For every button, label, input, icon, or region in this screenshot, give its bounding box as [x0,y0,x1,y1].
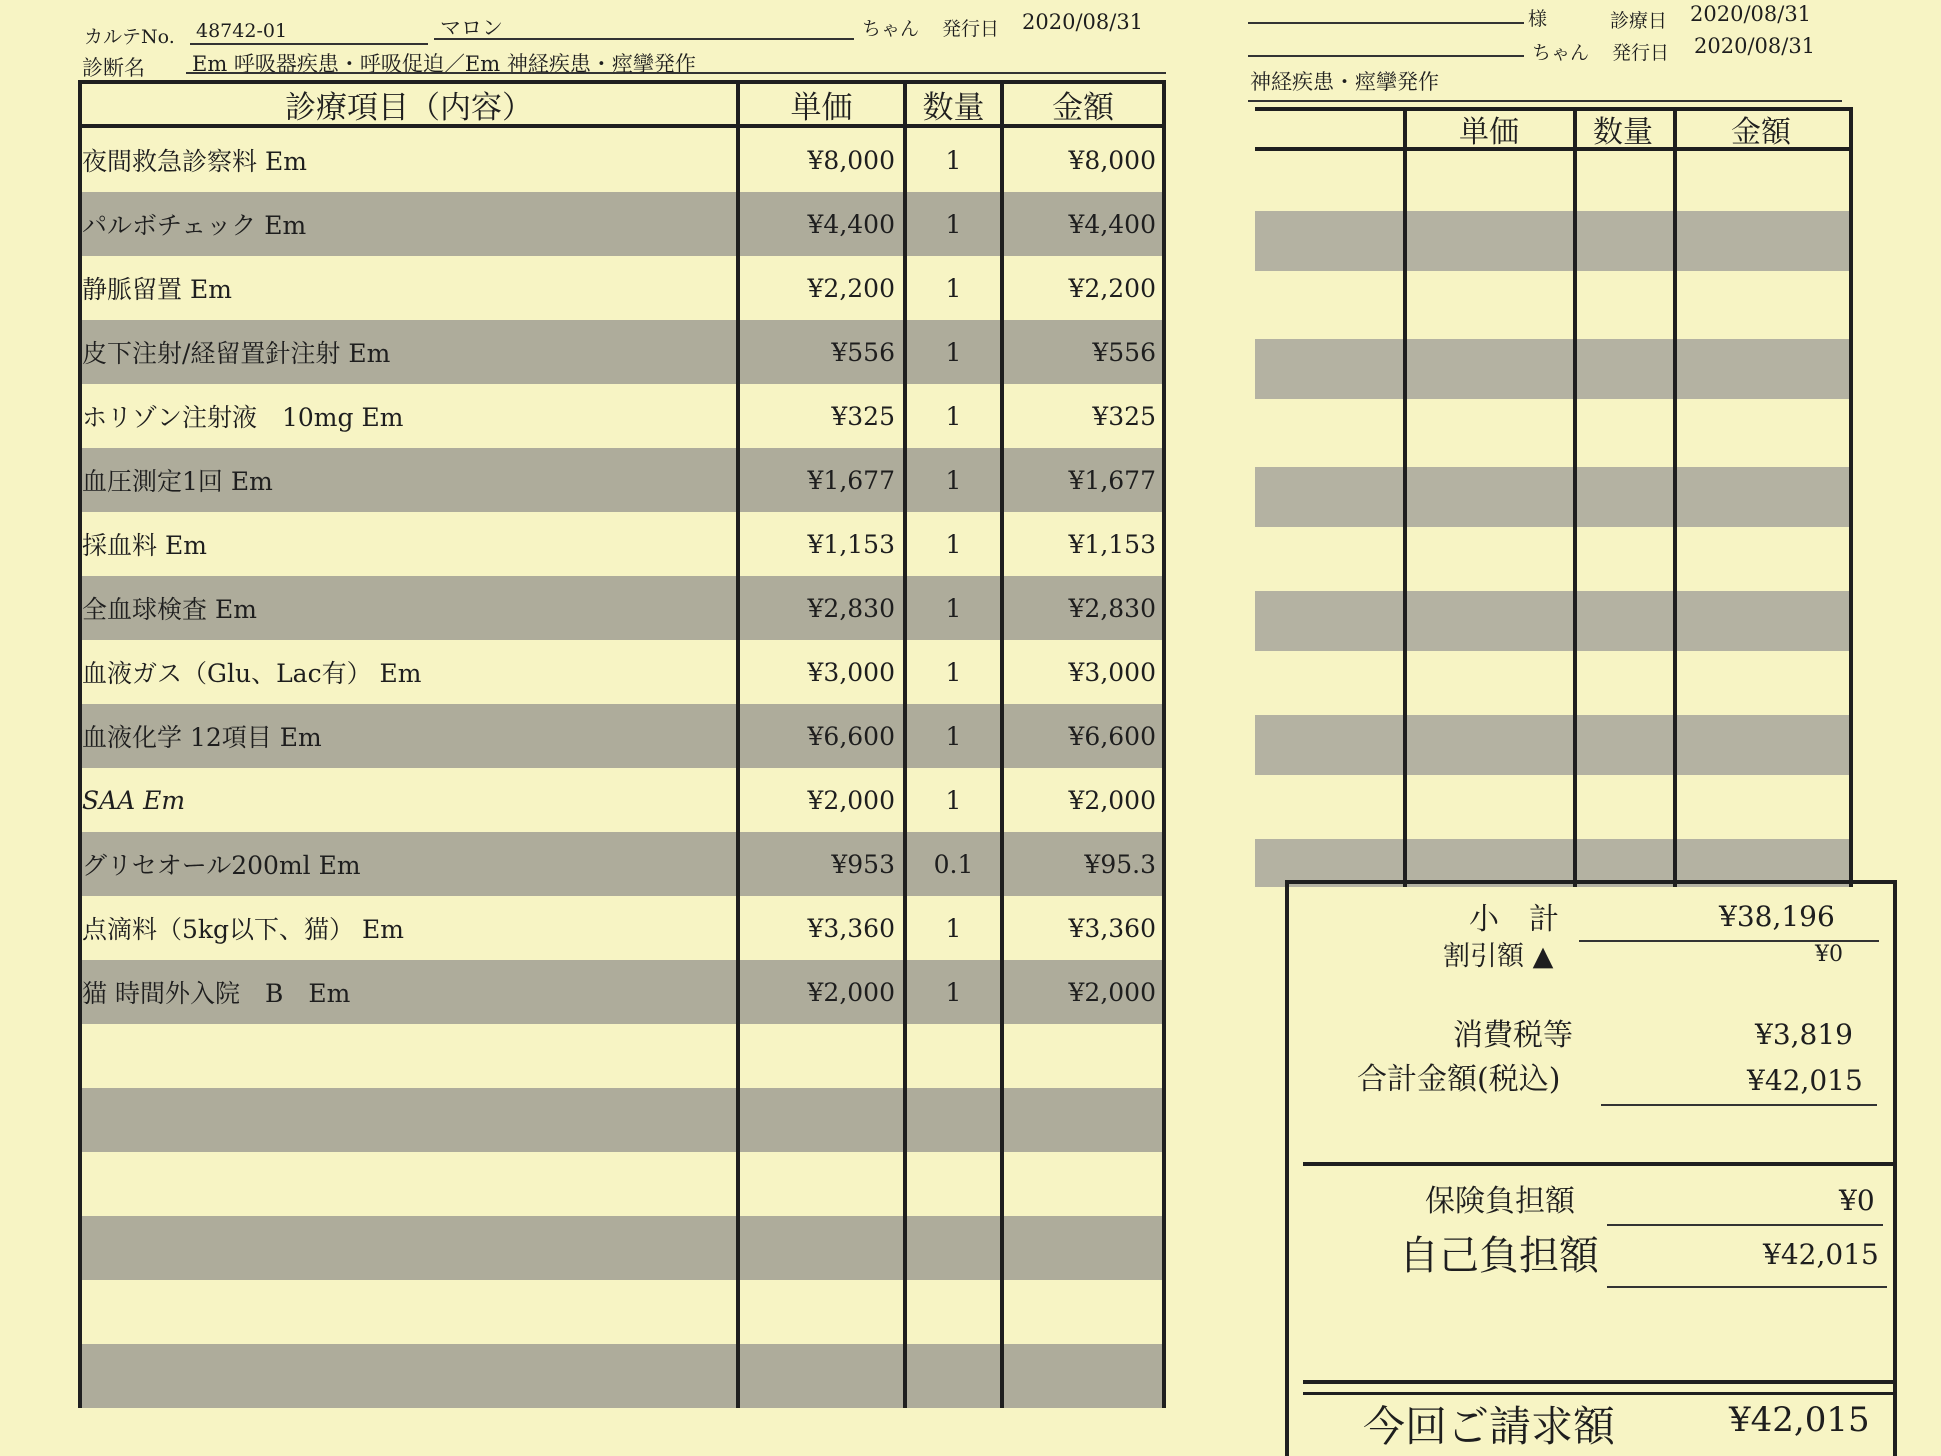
row-qty: 1 [903,896,1000,960]
self-pay-label: 自己負担額 [1399,1233,1599,1279]
right-diagnosis-underline [1248,100,1842,102]
right-pet-underline [1248,55,1524,57]
table-row [82,704,1162,768]
row-amount: ¥2,000 [1000,960,1162,1024]
row-amount: ¥8,000 [1000,128,1162,192]
right-diagnosis-fragment: 神経疾患・痙攣発作 [1250,70,1439,94]
row-amount: ¥3,000 [1000,640,1162,704]
right-stripe [1255,339,1849,399]
table-row [82,192,1162,256]
right-issue-label: 発行日 [1612,42,1670,64]
table-row [82,320,1162,384]
table-row [82,1024,1162,1088]
row-item: 採血料 Em [82,531,207,560]
row-qty: 1 [903,768,1000,832]
self-pay-underline [1607,1286,1887,1288]
row-amount: ¥2,000 [1000,768,1162,832]
total-underline [1601,1104,1877,1106]
row-qty [903,1344,1000,1408]
billed-top-rule [1303,1380,1893,1384]
row-price: ¥2,000 [736,768,903,832]
diagnosis-underline [186,72,1166,74]
table-row [82,128,1162,192]
row-qty: 1 [903,576,1000,640]
row-qty [903,1152,1000,1216]
table-row [82,576,1162,640]
row-qty: 1 [903,512,1000,576]
insurance-value: ¥0 [1839,1184,1875,1217]
row-amount: ¥4,400 [1000,192,1162,256]
visit-date: 2020/08/31 [1690,2,1812,26]
total-value: ¥42,015 [1747,1064,1863,1097]
row-item: 血液化学 12項目 Em [82,723,322,752]
row-qty [903,1024,1000,1088]
row-price [736,1088,903,1152]
visit-date-label: 診療日 [1610,10,1668,32]
row-qty: 1 [903,256,1000,320]
row-amount [1000,1344,1162,1408]
chart-no-value: 48742-01 [196,20,288,42]
row-qty: 1 [903,384,1000,448]
chart-no-underline [190,43,428,45]
row-item: 夜間救急診察料 Em [82,147,307,176]
col-header-price: 単価 [736,84,903,124]
row-price [736,1280,903,1344]
tax-value: ¥3,819 [1755,1018,1853,1051]
table-row [82,1280,1162,1344]
table-row [82,640,1162,704]
right-col-qty: 数量 [1593,115,1653,150]
table-row [82,960,1162,1024]
row-item: ホリゾン注射液 10mg Em [82,403,404,432]
chart-no-label: カルテNo. [84,26,175,48]
row-qty [903,1280,1000,1344]
row-item: 血圧測定1回 Em [82,467,273,496]
billed-label: 今回ご請求額 [1363,1402,1616,1451]
row-amount: ¥6,600 [1000,704,1162,768]
row-price: ¥2,000 [736,960,903,1024]
row-price: ¥8,000 [736,128,903,192]
row-price: ¥6,600 [736,704,903,768]
issue-date-label: 発行日 [942,18,1000,40]
self-pay-value: ¥42,015 [1763,1238,1879,1271]
row-price: ¥556 [736,320,903,384]
billing-table [78,80,1166,1408]
row-amount: ¥1,677 [1000,448,1162,512]
subtotal-value: ¥38,196 [1719,900,1835,933]
row-amount: ¥325 [1000,384,1162,448]
row-amount: ¥2,830 [1000,576,1162,640]
row-qty [903,1088,1000,1152]
owner-name-underline [1248,22,1524,24]
row-price [736,1216,903,1280]
row-price [736,1024,903,1088]
table-row [82,512,1162,576]
row-price: ¥2,200 [736,256,903,320]
tax-label: 消費税等 [1453,1018,1573,1053]
table-row [82,896,1162,960]
right-chan-label: ちゃん [1532,42,1590,64]
row-price: ¥1,153 [736,512,903,576]
table-row [82,1152,1162,1216]
pet-name-underline [434,38,854,40]
discount-label: 割引額 ▲ [1443,941,1554,972]
right-stripe [1255,211,1849,271]
row-amount: ¥2,200 [1000,256,1162,320]
right-col-divider [1403,107,1407,887]
row-price [736,1152,903,1216]
row-item: 点滴料（5kg以下、猫） Em [82,915,404,944]
issue-date: 2020/08/31 [1022,10,1144,34]
row-price: ¥3,000 [736,640,903,704]
right-col-price: 単価 [1459,115,1519,150]
table-row [82,256,1162,320]
col-header-qty: 数量 [903,84,1000,124]
row-amount [1000,1088,1162,1152]
row-qty: 1 [903,448,1000,512]
row-qty: 1 [903,960,1000,1024]
row-amount: ¥1,153 [1000,512,1162,576]
table-row [82,448,1162,512]
row-qty [903,1216,1000,1280]
summary-box [1285,880,1897,1456]
diagnosis-text: Em 呼吸器疾患・呼吸促迫／Em 神経疾患・痙攣発作 [192,52,696,76]
table-row [82,832,1162,896]
right-table-header [1255,111,1849,151]
row-qty: 1 [903,128,1000,192]
table-row [82,1088,1162,1152]
row-amount [1000,1216,1162,1280]
row-qty: 1 [903,192,1000,256]
sama-label: 様 [1528,8,1548,30]
total-label: 合計金額(税込) [1357,1062,1561,1097]
billed-value: ¥42,015 [1729,1400,1870,1440]
col-header-item: 診療項目（内容） [285,89,533,126]
row-price: ¥4,400 [736,192,903,256]
row-item: 猫 時間外入院 B Em [82,979,351,1008]
row-amount [1000,1280,1162,1344]
diagnosis-label: 診断名 [82,56,145,80]
right-col-divider [1673,107,1677,887]
row-amount: ¥3,360 [1000,896,1162,960]
row-amount [1000,1152,1162,1216]
discount-value: ¥0 [1815,942,1843,967]
row-item: 静脈留置 Em [82,275,232,304]
right-col-amount: 金額 [1731,115,1791,150]
right-col-divider [1573,107,1577,887]
row-item: パルボチェック Em [82,211,307,240]
row-price: ¥953 [736,832,903,896]
row-price [736,1344,903,1408]
table-row [82,1344,1162,1408]
pet-name: マロン [440,16,503,40]
right-stripe [1255,591,1849,651]
row-amount: ¥556 [1000,320,1162,384]
row-price: ¥3,360 [736,896,903,960]
summary-divider [1303,1162,1893,1166]
insurance-label: 保険負担額 [1425,1184,1575,1219]
row-qty: 1 [903,320,1000,384]
row-price: ¥2,830 [736,576,903,640]
row-item: グリセオール200ml Em [82,851,361,880]
row-item: 皮下注射/経留置針注射 Em [82,339,391,368]
row-price: ¥325 [736,384,903,448]
right-table-body [1255,151,1849,887]
row-qty: 1 [903,640,1000,704]
col-header-amount: 金額 [1000,84,1162,124]
row-price: ¥1,677 [736,448,903,512]
table-row [82,768,1162,832]
table-row [82,1216,1162,1280]
insurance-underline [1607,1224,1883,1226]
row-qty: 1 [903,704,1000,768]
row-amount: ¥95.3 [1000,832,1162,896]
chan-label: ちゃん [862,18,920,40]
right-issue-date: 2020/08/31 [1694,34,1816,58]
row-item: SAA Em [82,785,186,815]
right-stripe [1255,467,1849,527]
row-item: 血液ガス（Glu、Lac有） Em [82,659,422,688]
row-item: 全血球検査 Em [82,595,257,624]
right-billing-table [1255,107,1853,887]
billing-table-header [82,84,1162,128]
table-row [82,384,1162,448]
row-amount [1000,1024,1162,1088]
row-qty: 0.1 [903,832,1000,896]
subtotal-label: 小 計 [1469,902,1559,937]
right-stripe [1255,715,1849,775]
